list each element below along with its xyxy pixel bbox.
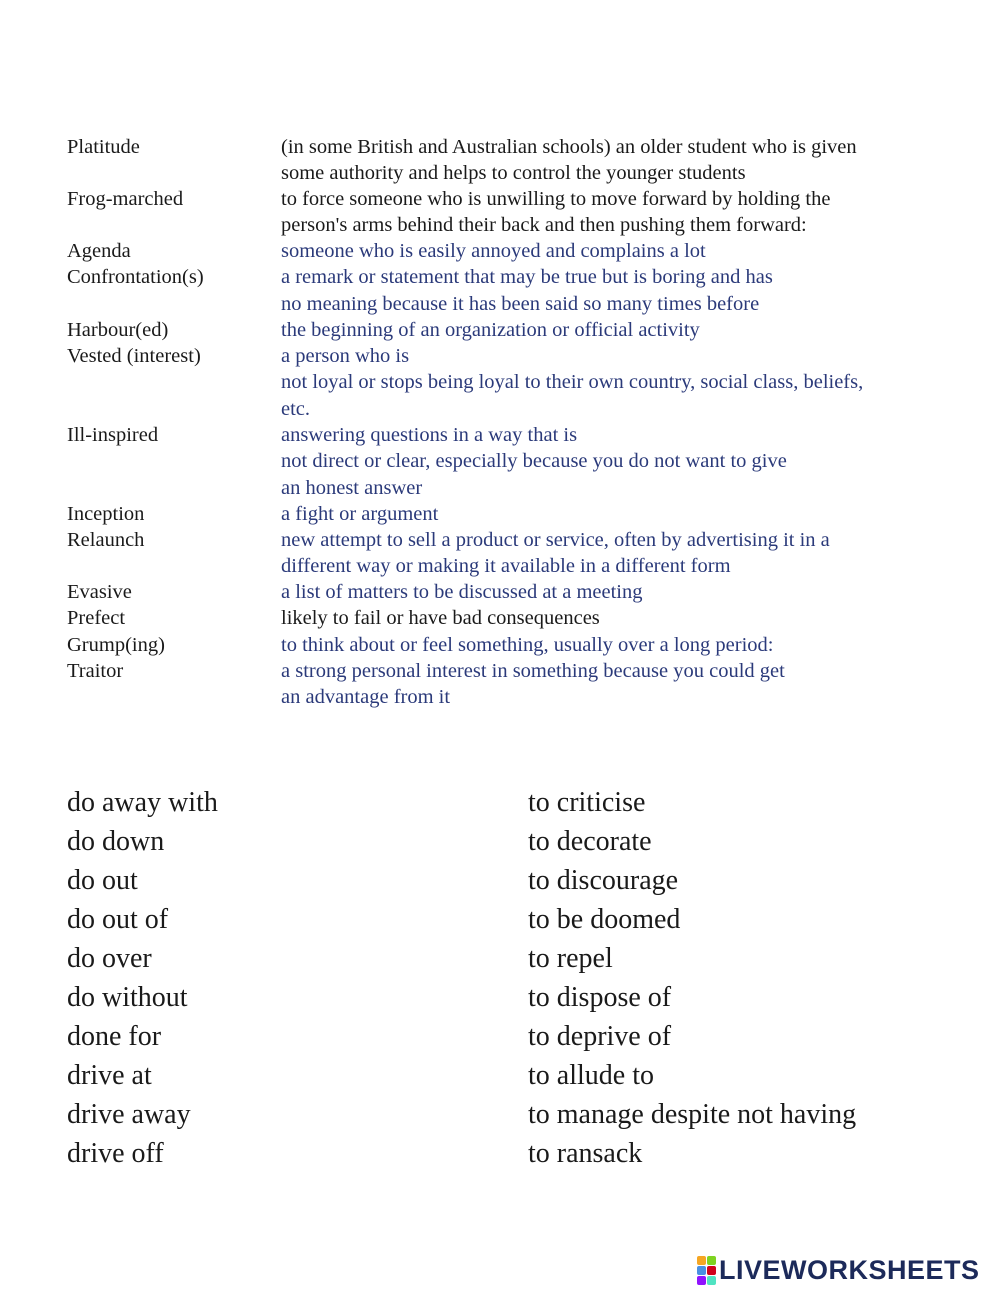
definition-line: someone who is easily annoyed and complains a lot [281,240,706,262]
meaning: to manage despite not having [528,1099,857,1130]
meaning: to criticise [528,787,646,818]
definition-line: likely to fail or have bad consequences [281,607,600,629]
term: Confrontation(s) [67,266,204,288]
logo-block [707,1276,716,1285]
definition-line: a fight or argument [281,503,439,525]
meaning: to deprive of [528,1021,672,1052]
logo-block [707,1266,716,1275]
term: Vested (interest) [67,345,201,367]
definition-line: person's arms behind their back and then pushing them forward: [281,214,807,236]
term: Platitude [67,136,140,158]
phrasal-verb: drive away [67,1099,191,1130]
liveworksheets-logo [697,1255,980,1285]
logo-block [697,1266,706,1275]
logo-block [707,1256,716,1265]
definition-line: new attempt to sell a product or service, often by advertising it in a [281,529,830,551]
definition-line: different way or making it available in a different form [281,555,731,577]
definition-line: some authority and helps to control the younger students [281,162,746,184]
definition-line: (in some British and Australian schools) an older student who is given [281,136,857,158]
term: Harbour(ed) [67,319,169,341]
phrasal-verb: do down [67,826,165,857]
term: Frog-marched [67,188,184,210]
term: Agenda [67,240,131,262]
term: Grump(ing) [67,634,165,656]
phrasal-verb: done for [67,1021,162,1052]
phrasal-verbs-section [0,780,1000,1180]
term: Traitor [67,660,124,682]
definition-line: to force someone who is unwilling to move forward by holding the [281,188,831,210]
definition-line: a remark or statement that may be true but is boring and has [281,266,773,288]
phrasal-verb: drive off [67,1138,164,1169]
definition-line: answering questions in a way that is [281,424,578,446]
phrasal-verb: do out [67,865,138,896]
term: Evasive [67,581,132,603]
phrasal-verb: do without [67,982,188,1013]
term: Prefect [67,607,126,629]
term: Relaunch [67,529,145,551]
definition-line: an advantage from it [281,686,451,708]
definition-line: etc. [281,398,311,420]
phrasal-verb: do out of [67,904,169,935]
meaning: to be doomed [528,904,681,935]
meaning: to repel [528,943,613,974]
phrasal-verb: drive at [67,1060,152,1091]
meaning: to decorate [528,826,652,857]
meaning: to allude to [528,1060,654,1091]
logo-block [697,1276,706,1285]
logo-block [697,1256,706,1265]
definition-line: a person who is [281,345,410,367]
liveworksheets-logo-icon [697,1256,716,1285]
definition-line: not direct or clear, especially because you do not want to give [281,450,787,472]
meaning: to ransack [528,1138,643,1169]
phrasal-verb: do over [67,943,152,974]
term: Ill-inspired [67,424,159,446]
definition-line: no meaning because it has been said so many times before [281,293,760,315]
definition-line: not loyal or stops being loyal to their own country, social class, beliefs, [281,371,864,393]
definition-line: to think about or feel something, usually over a long period: [281,634,774,656]
definition-line: a strong personal interest in something because you could get [281,660,785,682]
definition-line: the beginning of an organization or official activity [281,319,700,341]
term: Inception [67,503,145,525]
definition-line: a list of matters to be discussed at a meeting [281,581,643,603]
meaning: to discourage [528,865,679,896]
definition-line: an honest answer [281,477,423,499]
meaning: to dispose of [528,982,672,1013]
logo-text: LIVEWORKSHEETS [719,1254,980,1285]
phrasal-verb: do away with [67,787,218,818]
